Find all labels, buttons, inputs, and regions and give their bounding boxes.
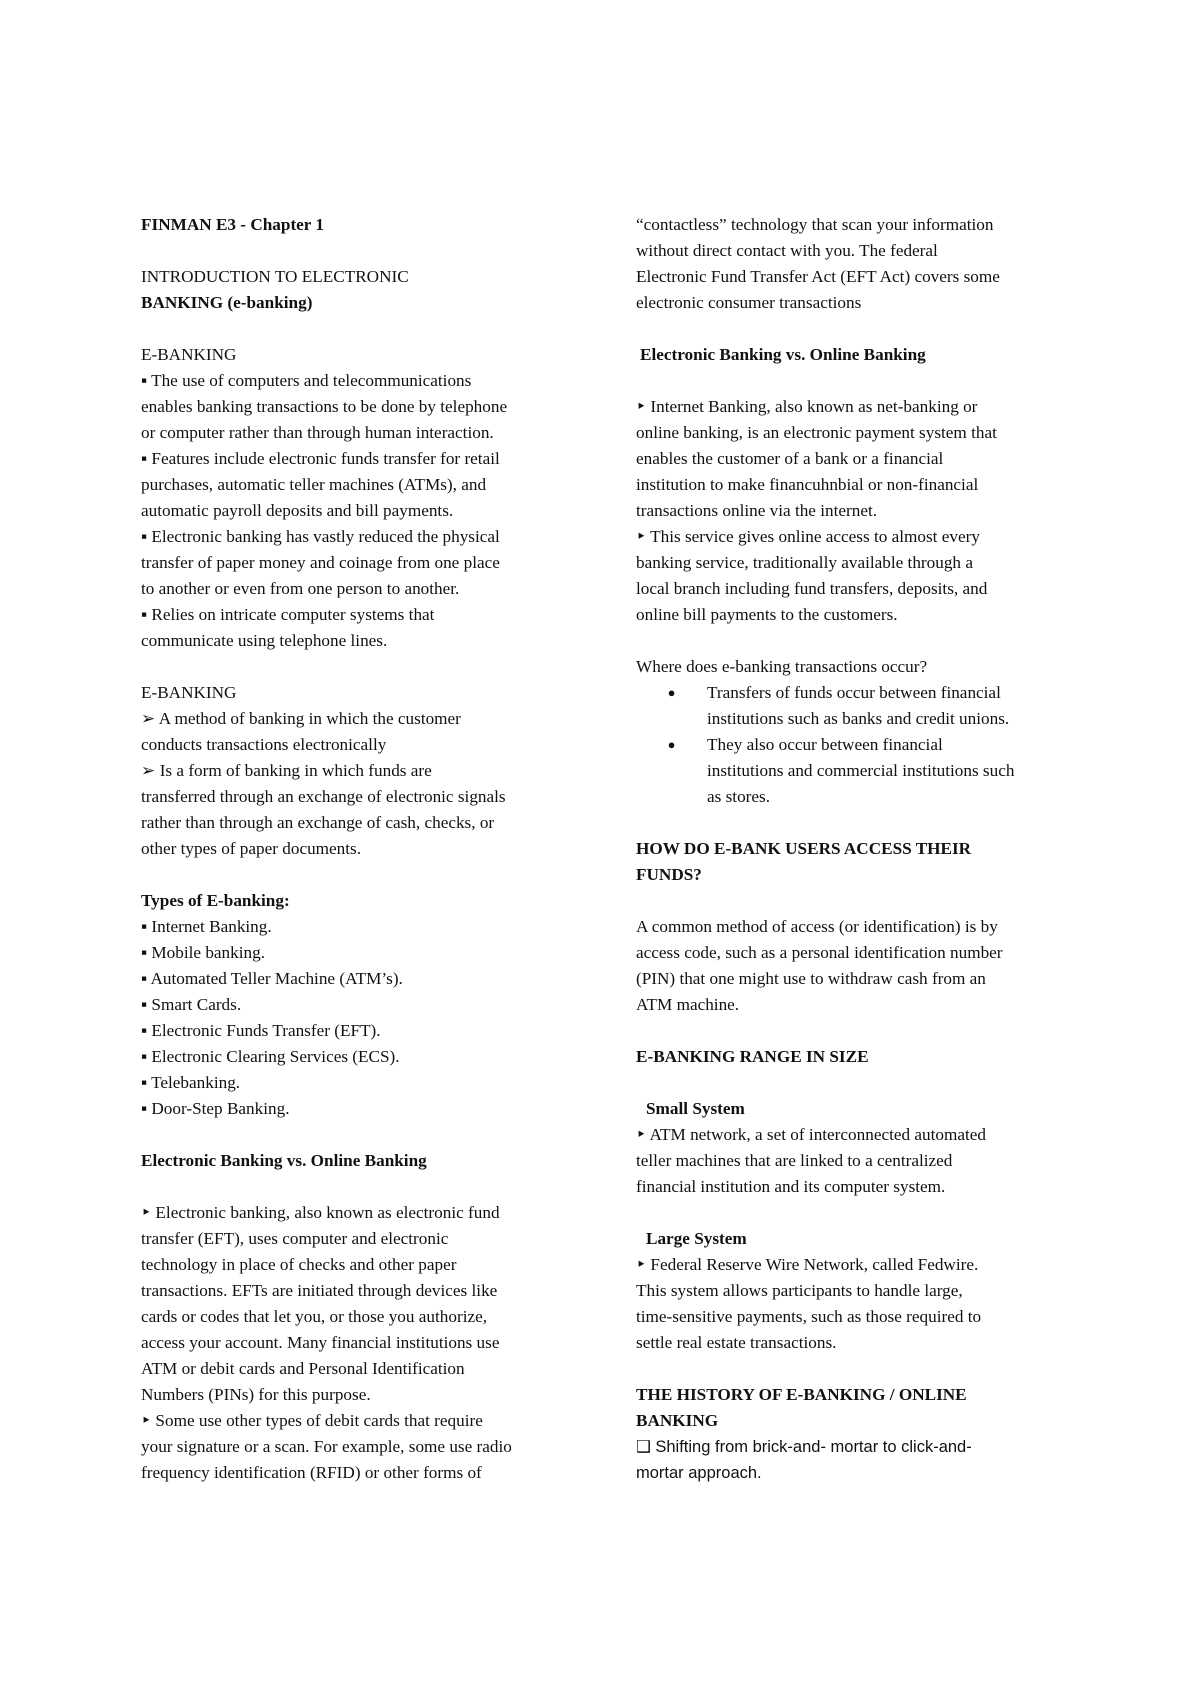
list-item: ▪ Electronic Clearing Services (ECS).: [141, 1047, 400, 1066]
list-item: ▪ Telebanking.: [141, 1073, 241, 1092]
vs-heading: Electronic Banking vs. Online Banking: [640, 345, 926, 364]
paragraph-line: Numbers (PINs) for this purpose.: [141, 1385, 371, 1404]
document-title: FINMAN E3 - Chapter 1: [141, 215, 325, 234]
paragraph-line: ATM or debit cards and Personal Identification: [141, 1359, 465, 1378]
vs-heading: Electronic Banking vs. Online Banking: [141, 1151, 427, 1170]
paragraph-line: access your account. Many financial institutions use: [141, 1333, 500, 1352]
paragraph-line: frequency identification (RFID) or other forms of: [141, 1463, 482, 1482]
left-column: [141, 212, 581, 1486]
paragraph-line: automatic payroll deposits and bill payments.: [141, 501, 454, 520]
bullet-dot-icon: ●: [667, 685, 676, 700]
types-heading: Types of E-banking:: [141, 891, 290, 910]
paragraph-line: ▪ Relies on intricate computer systems that: [141, 605, 435, 624]
bullet-line: institutions such as banks and credit unions.: [707, 709, 1010, 728]
paragraph-line: This system allows participants to handle large,: [636, 1281, 963, 1300]
paragraph-line: transfer of paper money and coinage from one place: [141, 553, 500, 572]
ebanking-heading: E-BANKING: [141, 345, 237, 364]
paragraph-line: local branch including fund transfers, deposits, and: [636, 579, 988, 598]
access-heading: HOW DO E-BANK USERS ACCESS THEIR: [636, 839, 972, 858]
paragraph-line: purchases, automatic teller machines (ATMs), and: [141, 475, 487, 494]
paragraph-line: ‣ Some use other types of debit cards that require: [141, 1411, 483, 1430]
where-question: Where does e-banking transactions occur?: [636, 657, 928, 676]
paragraph-line: rather than through an exchange of cash, checks, or: [141, 813, 495, 832]
intro-heading-line: INTRODUCTION TO ELECTRONIC: [141, 267, 409, 286]
paragraph-line: financial institution and its computer system.: [636, 1177, 946, 1196]
paragraph-line: transactions. EFTs are initiated through devices like: [141, 1281, 498, 1300]
paragraph-line: ❑ Shifting from brick-and- mortar to click-and-: [636, 1438, 972, 1456]
paragraph-line: to another or even from one person to another.: [141, 579, 460, 598]
paragraph-line: mortar approach.: [636, 1464, 762, 1482]
paragraph-line: ▪ The use of computers and telecommunications: [141, 371, 472, 390]
paragraph-line: A common method of access (or identification) is by: [636, 917, 998, 936]
paragraph-line: electronic consumer transactions: [636, 293, 862, 312]
paragraph-line: ‣ This service gives online access to almost every: [636, 527, 980, 546]
small-system-heading: Small System: [646, 1099, 745, 1118]
paragraph-line: cards or codes that let you, or those you authorize,: [141, 1307, 488, 1326]
paragraph-line: communicate using telephone lines.: [141, 631, 388, 650]
list-item: ▪ Automated Teller Machine (ATM’s).: [141, 969, 403, 988]
paragraph-line: other types of paper documents.: [141, 839, 362, 858]
intro-heading-line: BANKING (e-banking): [141, 293, 313, 312]
paragraph-line: ➢ Is a form of banking in which funds are: [141, 761, 432, 780]
paragraph-line: institution to make financuhnbial or non-financial: [636, 475, 979, 494]
paragraph-line: enables banking transactions to be done by telephone: [141, 397, 508, 416]
paragraph-line: ▪ Features include electronic funds transfer for retail: [141, 449, 500, 468]
paragraph-line: your signature or a scan. For example, some use radio: [141, 1437, 512, 1456]
paragraph-line: online bill payments to the customers.: [636, 605, 898, 624]
list-item: ▪ Electronic Funds Transfer (EFT).: [141, 1021, 381, 1040]
list-item: ▪ Mobile banking.: [141, 943, 266, 962]
paragraph-line: ‣ Electronic banking, also known as electronic fund: [141, 1203, 500, 1222]
paragraph-line: access code, such as a personal identification number: [636, 943, 1003, 962]
paragraph-line: enables the customer of a bank or a financial: [636, 449, 944, 468]
paragraph-line: transferred through an exchange of electronic signals: [141, 787, 506, 806]
paragraph-line: without direct contact with you. The federal: [636, 241, 938, 260]
bullet-line: institutions and commercial institutions such: [707, 761, 1015, 780]
paragraph-line: or computer rather than through human interaction.: [141, 423, 494, 442]
range-heading: E-BANKING RANGE IN SIZE: [636, 1047, 869, 1066]
paragraph-line: ‣ ATM network, a set of interconnected automated: [636, 1125, 986, 1144]
paragraph-line: online banking, is an electronic payment system that: [636, 423, 997, 442]
paragraph-line: conducts transactions electronically: [141, 735, 387, 754]
list-item: ▪ Internet Banking.: [141, 917, 272, 936]
bullet-item: [636, 732, 1066, 810]
paragraph-line: ATM machine.: [636, 995, 740, 1014]
paragraph-line: ‣ Federal Reserve Wire Network, called Fedwire.: [636, 1255, 979, 1274]
bullet-line: They also occur between financial: [707, 735, 943, 754]
right-column: [636, 212, 1066, 1486]
paragraph-line: time-sensitive payments, such as those required to: [636, 1307, 982, 1326]
paragraph-line: “contactless” technology that scan your information: [636, 215, 994, 234]
paragraph-line: banking service, traditionally available through a: [636, 553, 973, 572]
bullet-item: [636, 680, 1066, 732]
paragraph-line: ➢ A method of banking in which the customer: [141, 709, 461, 728]
list-item: ▪ Door-Step Banking.: [141, 1099, 290, 1118]
paragraph-line: ‣ Internet Banking, also known as net-banking or: [636, 397, 978, 416]
list-item: ▪ Smart Cards.: [141, 995, 242, 1014]
paragraph-line: settle real estate transactions.: [636, 1333, 837, 1352]
paragraph-line: transactions online via the internet.: [636, 501, 878, 520]
bullet-line: as stores.: [707, 787, 771, 806]
large-system-heading: Large System: [646, 1229, 747, 1248]
paragraph-line: (PIN) that one might use to withdraw cash from an: [636, 969, 986, 988]
access-heading: FUNDS?: [636, 865, 702, 884]
paragraph-line: ▪ Electronic banking has vastly reduced the physical: [141, 527, 500, 546]
paragraph-line: transfer (EFT), uses computer and electronic: [141, 1229, 449, 1248]
bullet-line: Transfers of funds occur between financial: [707, 683, 1001, 702]
history-heading: BANKING: [636, 1411, 719, 1430]
history-heading: THE HISTORY OF E-BANKING / ONLINE: [636, 1385, 967, 1404]
bullet-dot-icon: ●: [667, 737, 676, 752]
ebanking-heading: E-BANKING: [141, 683, 237, 702]
paragraph-line: teller machines that are linked to a centralized: [636, 1151, 953, 1170]
paragraph-line: technology in place of checks and other paper: [141, 1255, 457, 1274]
paragraph-line: Electronic Fund Transfer Act (EFT Act) covers some: [636, 267, 1000, 286]
